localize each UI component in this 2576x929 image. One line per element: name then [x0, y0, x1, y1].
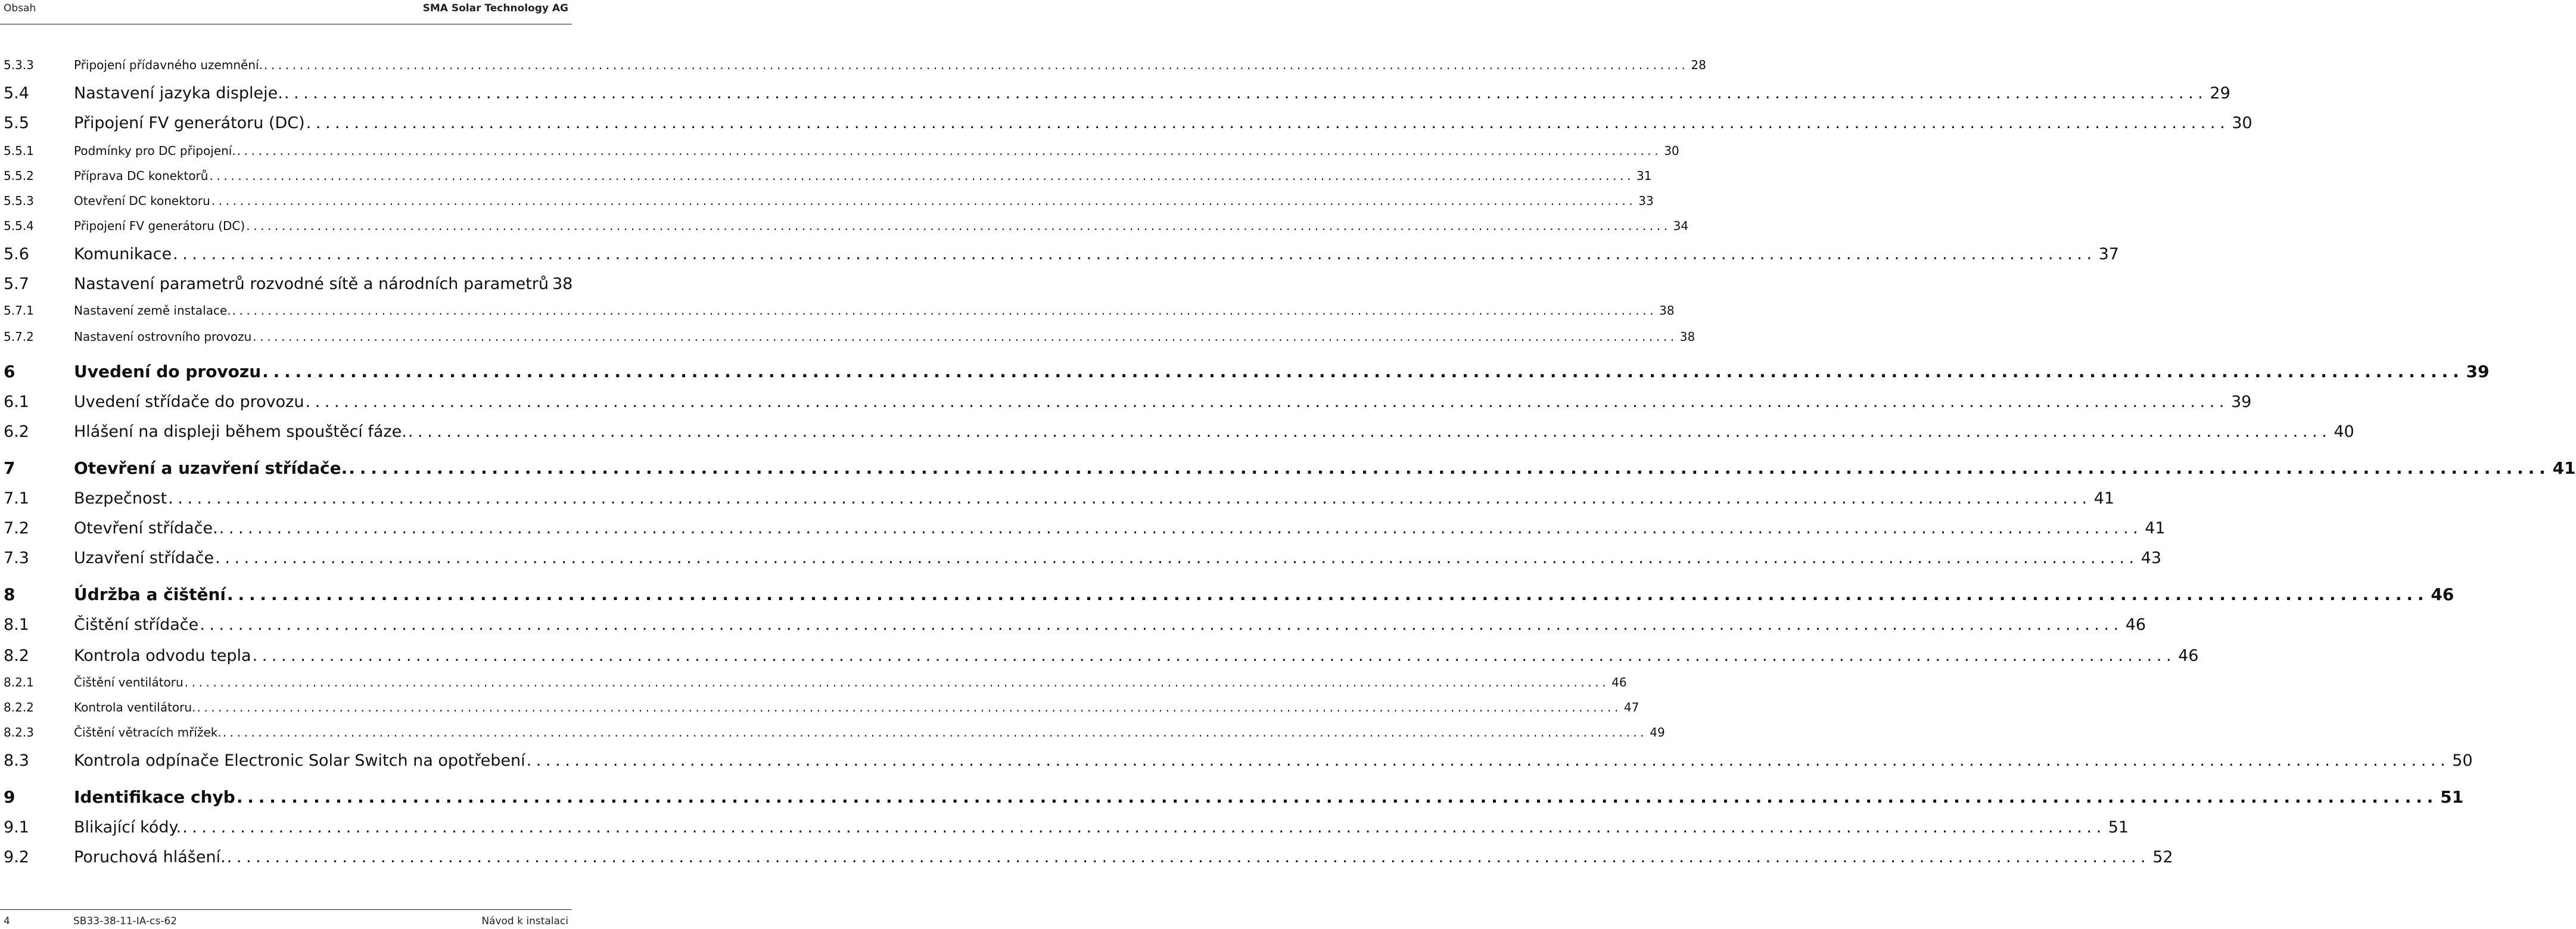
toc-dot-leader: ........................................................................................................................................................................................................ [222, 725, 1648, 740]
toc-entry-page: 49 [1650, 725, 1665, 740]
toc-entry-number: 8 [4, 585, 15, 604]
toc-entry-number: 5.3.3 [4, 58, 34, 72]
toc-entry-number: 8.3 [4, 751, 29, 770]
toc-entry-number: 6.2 [4, 422, 29, 441]
toc-entry-title: Otevření a uzavření střídače. [74, 458, 348, 478]
toc-entry-title: Nastavení ostrovního provozu [74, 330, 252, 344]
toc-entry[interactable] [4, 848, 2173, 866]
toc-entry-title: Nastavení jazyka displeje. [74, 84, 283, 102]
toc-entry-number: 5.5.1 [4, 144, 34, 158]
toc-entry-number: 9.1 [4, 818, 29, 837]
toc-entry-page: 41 [2552, 458, 2576, 478]
toc-dot-leader: ........................................................................................................................................................................................................ [197, 700, 1622, 714]
toc-entry-number: 5.5.4 [4, 219, 34, 233]
toc-entry[interactable] [4, 275, 571, 293]
toc-entry-page: 46 [2431, 585, 2454, 604]
toc-dot-leader: ........................................................................................................................................................................................................ [246, 219, 1671, 233]
toc-entry[interactable] [4, 700, 1639, 714]
toc-dot-leader: ........................................................................................................................................................................................................ [168, 489, 2092, 508]
toc-entry[interactable] [4, 647, 2199, 665]
toc-entry-number: 8.1 [4, 616, 29, 634]
toc-entry-number: 5.4 [4, 84, 29, 102]
toc-entry-page: 52 [2152, 848, 2173, 866]
toc-entry[interactable] [4, 725, 1665, 740]
toc-entry[interactable] [4, 393, 2252, 411]
toc-entry-page: 46 [2125, 616, 2146, 634]
toc-entry[interactable] [4, 489, 2115, 508]
toc-entry[interactable] [4, 751, 2473, 770]
toc-entry-page: 37 [2098, 245, 2119, 263]
toc-entry-title: Kontrola odvodu tepla [74, 647, 251, 665]
toc-entry-page: 39 [2230, 393, 2252, 411]
toc-dot-leader: ........................................................................................................................................................................................................ [349, 458, 2550, 478]
toc-dot-leader: ........................................................................................................................................................................................................ [226, 585, 2429, 604]
toc-dot-leader: ........................................................................................................................................................................................................ [262, 362, 2464, 381]
toc-entry-number: 7 [4, 458, 15, 478]
toc-entry-number: 6 [4, 362, 15, 381]
toc-dot-leader: ........................................................................................................................................................................................................ [209, 169, 1634, 183]
toc-entry-page: 38 [1679, 330, 1695, 344]
footer-document-code: SB33-38-11-IA-cs-62 [73, 915, 178, 927]
toc-entry[interactable] [4, 675, 1627, 689]
toc-entry-page: 38 [552, 275, 573, 293]
toc-entry-number: 8.2.1 [4, 675, 34, 689]
toc-entry-page: 33 [1638, 194, 1654, 208]
toc-entry[interactable] [4, 330, 1695, 344]
toc-entry-page: 41 [2093, 489, 2115, 508]
toc-entry-page: 46 [1611, 675, 1627, 689]
toc-entry-title: Čištění větracích mřížek. [74, 725, 222, 740]
toc-entry-page: 39 [2466, 362, 2490, 381]
toc-dot-leader: ........................................................................................................................................................................................................ [237, 144, 1662, 158]
toc-entry-number: 5.5.3 [4, 194, 34, 208]
toc-entry[interactable] [4, 585, 2454, 604]
toc-dot-leader: ........................................................................................................................................................................................................ [306, 114, 2230, 132]
toc-entry[interactable] [4, 245, 2119, 263]
toc-entry[interactable] [4, 144, 1679, 158]
toc-dot-leader: ........................................................................................................................................................................................................ [407, 422, 2332, 441]
toc-entry-number: 7.1 [4, 489, 29, 508]
toc-dot-leader: ........................................................................................................................................................................................................ [219, 519, 2143, 537]
toc-entry[interactable] [4, 362, 2490, 381]
toc-dot-leader: ........................................................................................................................................................................................................ [215, 549, 2139, 567]
toc-entry-title: Podmínky pro DC připojení. [74, 144, 236, 158]
toc-entry[interactable] [4, 84, 2230, 102]
toc-entry-title: Identifikace chyb [74, 787, 235, 807]
toc-entry-title: Čištění střídače [74, 616, 199, 634]
toc-entry-title: Hlášení na displeji během spouštěcí fáze. [74, 422, 407, 441]
toc-entry[interactable] [4, 549, 2162, 567]
toc-dot-leader: ........................................................................................................................................................................................................ [263, 58, 1689, 72]
toc-entry-title: Uzavření střídače [74, 549, 214, 567]
toc-dot-leader: ........................................................................................................................................................................................................ [200, 616, 2123, 634]
toc-entry-title: Blikající kódy. [74, 818, 182, 837]
toc-entry-title: Nastavení parametrů rozvodné sítě a národních parametrů [74, 275, 549, 293]
toc-dot-leader: ........................................................................................................................................................................................................ [226, 848, 2151, 866]
toc-entry-number: 5.7.2 [4, 330, 34, 344]
toc-entry-page: 50 [2452, 751, 2473, 770]
toc-entry-number: 5.7.1 [4, 303, 34, 318]
footer-document-title: Návod k instalaci [481, 915, 568, 927]
toc-dot-leader: ........................................................................................................................................................................................................ [173, 245, 2096, 263]
toc-entry-title: Připojení přídavného uzemnění. [74, 58, 263, 72]
toc-entry-title: Poruchová hlášení. [74, 848, 226, 866]
toc-entry-number: 8.2.2 [4, 700, 34, 714]
toc-dot-leader: ........................................................................................................................................................................................................ [211, 194, 1637, 208]
toc-entry-title: Otevření DC konektoru [74, 194, 210, 208]
toc-dot-leader: ........................................................................................................................................................................................................ [253, 330, 1678, 344]
toc-dot-leader: ........................................................................................................................................................................................................ [284, 84, 2208, 102]
toc-entry-number: 5.6 [4, 245, 29, 263]
toc-entry-title: Otevření střídače. [74, 519, 218, 537]
toc-entry-title: Údržba a čištění [74, 585, 226, 604]
toc-entry-title: Připojení FV generátoru (DC) [74, 219, 245, 233]
footer-rule [0, 909, 572, 910]
toc-entry[interactable] [4, 58, 1706, 72]
toc-entry-number: 8.2 [4, 647, 29, 665]
toc-dot-leader: ........................................................................................................................................................................................................ [305, 393, 2229, 411]
header-company: SMA Solar Technology AG [422, 2, 568, 14]
toc-dot-leader: ........................................................................................................................................................................................................ [182, 818, 2106, 837]
toc-entry-page: 29 [2210, 84, 2230, 102]
toc-entry[interactable] [4, 458, 2576, 478]
toc-entry[interactable] [4, 616, 2146, 634]
toc-entry-page: 47 [1623, 700, 1639, 714]
toc-entry-page: 41 [2145, 519, 2166, 537]
toc-entry-number: 9.2 [4, 848, 29, 866]
toc-dot-leader: ........................................................................................................................................................................................................ [232, 303, 1657, 318]
toc-entry-number: 5.5 [4, 114, 29, 132]
toc-entry-page: 30 [1664, 144, 1679, 158]
toc-entry[interactable] [4, 519, 2166, 537]
toc-entry-page: 38 [1659, 303, 1675, 318]
toc-entry-number: 6.1 [4, 393, 29, 411]
toc-entry-title: Připojení FV generátoru (DC) [74, 114, 305, 132]
toc-dot-leader: ........................................................................................................................................................................................................ [526, 751, 2450, 770]
toc-entry-number: 9 [4, 787, 15, 807]
toc-entry[interactable] [4, 169, 1652, 183]
toc-entry[interactable] [4, 114, 2253, 132]
toc-entry-title: Kontrola odpínače Electronic Solar Switch na opotřebení [74, 751, 525, 770]
toc-entry-number: 7.3 [4, 549, 29, 567]
toc-entry-page: 30 [2232, 114, 2253, 132]
toc-entry-title: Příprava DC konektorů [74, 169, 209, 183]
footer-page-number: 4 [4, 915, 10, 927]
toc-entry-page: 43 [2141, 549, 2162, 567]
toc-entry-number: 5.5.2 [4, 169, 34, 183]
toc-entry-number: 5.7 [4, 275, 29, 293]
toc-entry[interactable] [4, 818, 2129, 837]
toc-entry-page: 34 [1673, 219, 1689, 233]
toc-dot-leader: ........................................................................................................................................................................................................ [236, 787, 2438, 807]
toc-entry-page: 40 [2334, 422, 2354, 441]
toc-entry[interactable] [4, 194, 1654, 208]
toc-entry-number: 7.2 [4, 519, 29, 537]
toc-entry[interactable] [4, 303, 1675, 318]
toc-entry-number: 8.2.3 [4, 725, 34, 740]
toc-entry-title: Kontrola ventilátoru. [74, 700, 196, 714]
toc-entry-title: Čištění ventilátoru [74, 675, 183, 689]
toc-entry-page: 51 [2440, 787, 2464, 807]
header-section-title: Obsah [4, 2, 36, 14]
toc-dot-leader: ........................................................................................................................................................................................................ [252, 647, 2176, 665]
toc-entry-page: 51 [2108, 818, 2129, 837]
toc-entry-title: Bezpečnost [74, 489, 167, 508]
toc-entry-page: 28 [1691, 58, 1706, 72]
toc-entry-title: Uvedení do provozu [74, 362, 262, 381]
toc-entry-title: Uvedení střídače do provozu [74, 393, 304, 411]
toc-entry-title: Komunikace [74, 245, 172, 263]
toc-entry[interactable] [4, 219, 1689, 233]
toc-entry[interactable] [4, 787, 2464, 807]
toc-entry-page: 46 [2178, 647, 2199, 665]
toc-entry-title: Nastavení země instalace. [74, 303, 231, 318]
toc-entry-page: 31 [1636, 169, 1652, 183]
toc-dot-leader: ........................................................................................................................................................................................................ [184, 675, 1610, 689]
toc-entry[interactable] [4, 422, 2354, 441]
